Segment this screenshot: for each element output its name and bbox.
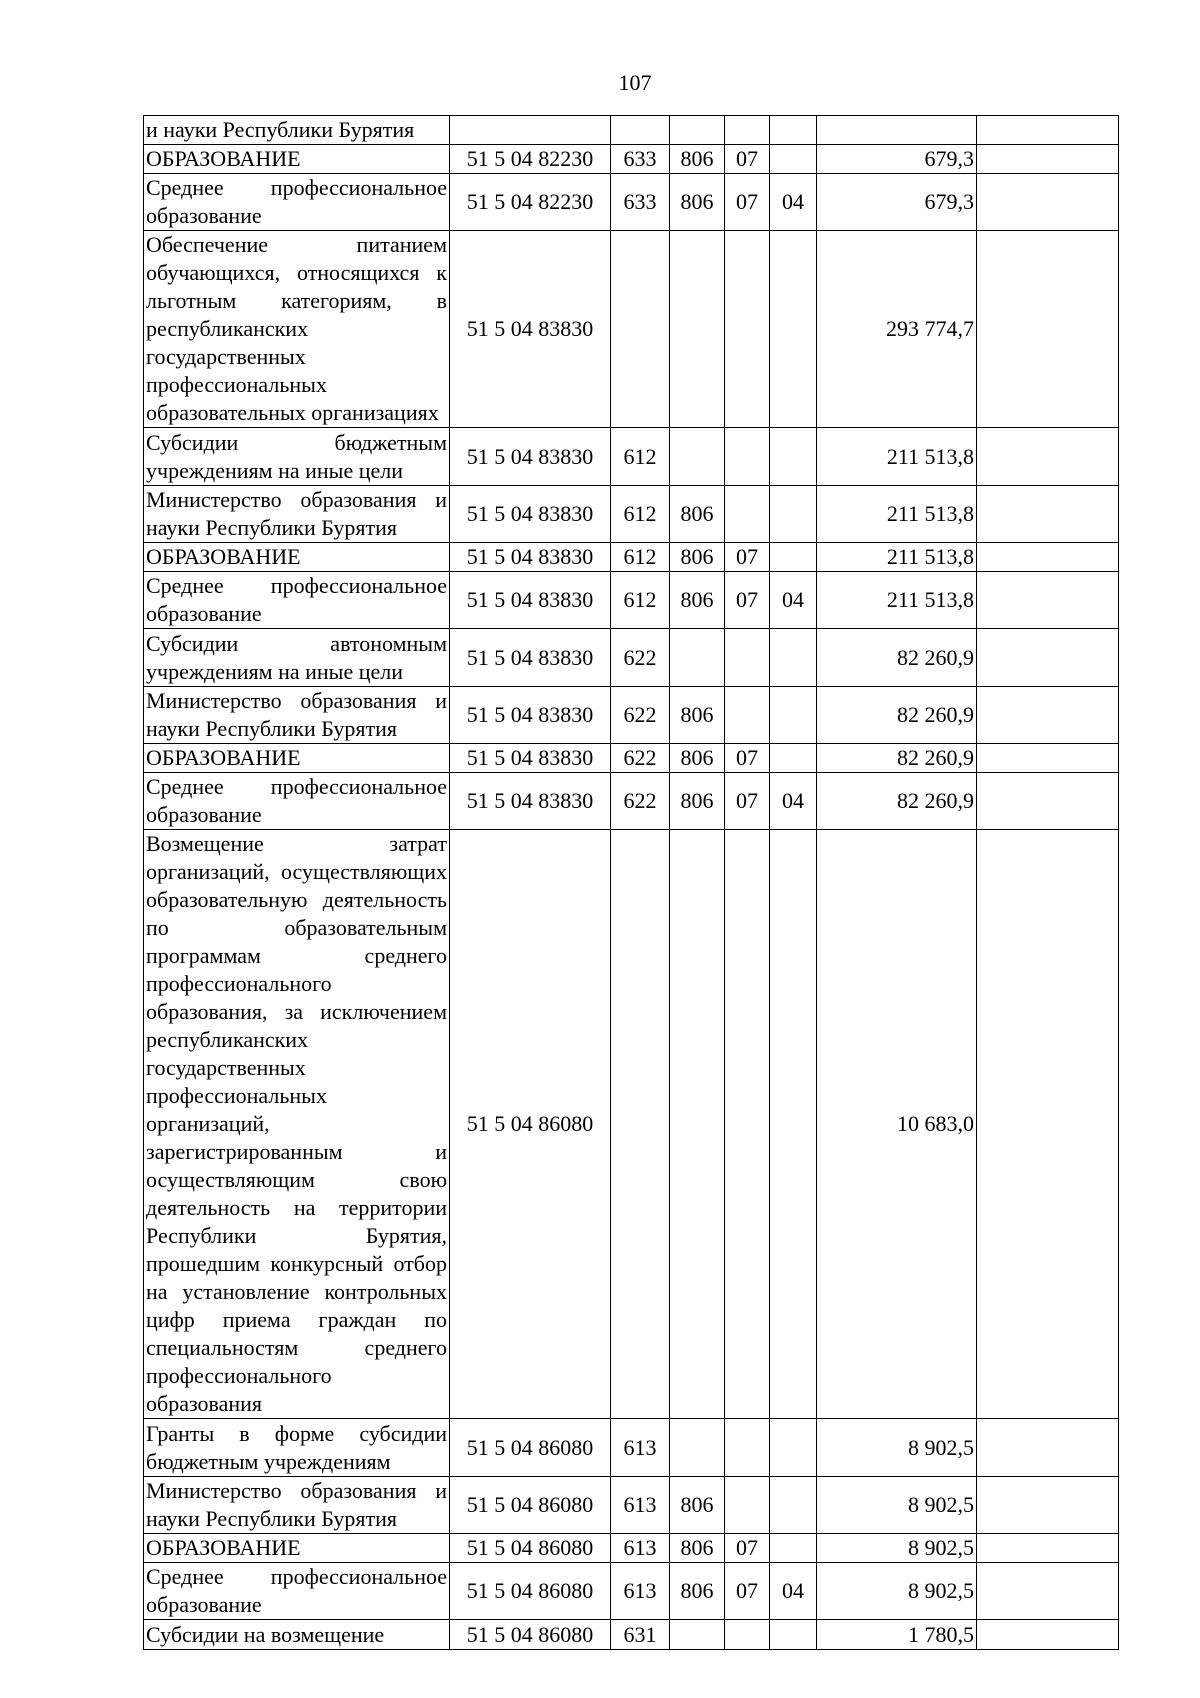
row-ministry-code-cell	[670, 1620, 725, 1650]
row-csr-code-cell: 51 5 04 83830	[450, 428, 611, 486]
row-name-cell: ОБРАЗОВАНИЕ	[144, 543, 450, 572]
row-sum-cell: 82 260,9	[817, 629, 977, 687]
row-extra-cell	[977, 486, 1119, 543]
row-extra-cell	[977, 1620, 1119, 1650]
row-section-cell: 07	[725, 1563, 770, 1620]
row-expense-type-cell: 633	[611, 145, 670, 174]
row-csr-code-cell: 51 5 04 82230	[450, 174, 611, 231]
row-name-cell: ОБРАЗОВАНИЕ	[144, 1534, 450, 1563]
row-sum-cell: 8 902,5	[817, 1563, 977, 1620]
row-csr-code-cell: 51 5 04 83830	[450, 629, 611, 687]
row-name-cell: Субсидии бюджетным учреждениям на иные цели	[144, 428, 450, 486]
row-subsection-cell	[770, 1534, 817, 1563]
row-sum-cell: 8 902,5	[817, 1419, 977, 1477]
row-csr-code-cell: 51 5 04 86080	[450, 1477, 611, 1534]
row-section-cell: 07	[725, 744, 770, 773]
row-expense-type-cell: 612	[611, 428, 670, 486]
row-sum-cell	[817, 116, 977, 145]
row-extra-cell	[977, 629, 1119, 687]
row-name-cell: Возмещение затрат организаций, осуществляющих образовательную деятельность по образовательным программам среднего профессионального образования, за исключением республиканских государственных профессиональных организаций, зарегистрированным и осуществляющим свою деятельность на территории Республики Бурятия, прошедшим конкурсный отбор на установление контрольных цифр приема граждан по специальностям среднего профессионального образования	[144, 830, 450, 1419]
row-expense-type-cell: 633	[611, 174, 670, 231]
page-number: 107	[618, 70, 652, 95]
row-section-cell	[725, 428, 770, 486]
row-csr-code-cell: 51 5 04 83830	[450, 543, 611, 572]
row-expense-type-cell: 613	[611, 1563, 670, 1620]
row-subsection-cell	[770, 1477, 817, 1534]
row-csr-code-cell	[450, 116, 611, 145]
table-row	[144, 687, 1119, 744]
row-ministry-code-cell: 806	[670, 773, 725, 830]
table-row	[144, 486, 1119, 543]
row-sum-cell: 82 260,9	[817, 773, 977, 830]
table-row	[144, 1620, 1119, 1650]
row-csr-code-cell: 51 5 04 86080	[450, 1563, 611, 1620]
row-expense-type-cell	[611, 830, 670, 1419]
table-row	[144, 145, 1119, 174]
row-subsection-cell: 04	[770, 572, 817, 629]
row-csr-code-cell: 51 5 04 83830	[450, 572, 611, 629]
row-ministry-code-cell: 806	[670, 744, 725, 773]
row-subsection-cell	[770, 744, 817, 773]
row-expense-type-cell: 613	[611, 1477, 670, 1534]
row-ministry-code-cell	[670, 428, 725, 486]
row-extra-cell	[977, 830, 1119, 1419]
row-csr-code-cell: 51 5 04 83830	[450, 231, 611, 428]
row-subsection-cell: 04	[770, 174, 817, 231]
row-ministry-code-cell: 806	[670, 687, 725, 744]
table-row	[144, 543, 1119, 572]
row-name-cell: Министерство образования и науки Республики Бурятия	[144, 1477, 450, 1534]
table-row	[144, 629, 1119, 687]
row-expense-type-cell: 622	[611, 773, 670, 830]
row-section-cell	[725, 687, 770, 744]
row-csr-code-cell: 51 5 04 83830	[450, 486, 611, 543]
row-extra-cell	[977, 1477, 1119, 1534]
row-extra-cell	[977, 1419, 1119, 1477]
table-row	[144, 174, 1119, 231]
row-expense-type-cell	[611, 116, 670, 145]
table-row	[144, 116, 1119, 145]
row-name-cell: Министерство образования и науки Республики Бурятия	[144, 486, 450, 543]
row-expense-type-cell: 622	[611, 629, 670, 687]
row-csr-code-cell: 51 5 04 83830	[450, 687, 611, 744]
table-row	[144, 1419, 1119, 1477]
row-expense-type-cell: 622	[611, 687, 670, 744]
row-ministry-code-cell: 806	[670, 486, 725, 543]
row-extra-cell	[977, 1563, 1119, 1620]
row-extra-cell	[977, 428, 1119, 486]
row-sum-cell: 8 902,5	[817, 1534, 977, 1563]
row-subsection-cell	[770, 116, 817, 145]
row-subsection-cell	[770, 543, 817, 572]
row-section-cell	[725, 830, 770, 1419]
row-expense-type-cell: 622	[611, 744, 670, 773]
row-extra-cell	[977, 687, 1119, 744]
row-section-cell	[725, 629, 770, 687]
row-section-cell: 07	[725, 145, 770, 174]
row-name-cell: Среднее профессиональное образование	[144, 572, 450, 629]
row-sum-cell: 82 260,9	[817, 687, 977, 744]
row-section-cell: 07	[725, 773, 770, 830]
row-ministry-code-cell: 806	[670, 1534, 725, 1563]
row-name-cell: Среднее профессиональное образование	[144, 174, 450, 231]
table-row	[144, 744, 1119, 773]
row-csr-code-cell: 51 5 04 86080	[450, 1620, 611, 1650]
table-body	[144, 116, 1119, 1650]
row-expense-type-cell: 612	[611, 572, 670, 629]
row-csr-code-cell: 51 5 04 82230	[450, 145, 611, 174]
row-ministry-code-cell	[670, 629, 725, 687]
table-row	[144, 428, 1119, 486]
table-row	[144, 1563, 1119, 1620]
row-section-cell: 07	[725, 174, 770, 231]
row-sum-cell: 82 260,9	[817, 744, 977, 773]
row-sum-cell: 211 513,8	[817, 486, 977, 543]
row-subsection-cell	[770, 428, 817, 486]
row-extra-cell	[977, 744, 1119, 773]
row-name-cell: Среднее профессиональное образование	[144, 1563, 450, 1620]
row-name-cell: Среднее профессиональное образование	[144, 773, 450, 830]
row-ministry-code-cell: 806	[670, 1477, 725, 1534]
row-sum-cell: 679,3	[817, 145, 977, 174]
row-sum-cell: 293 774,7	[817, 231, 977, 428]
row-section-cell	[725, 1477, 770, 1534]
row-expense-type-cell: 612	[611, 543, 670, 572]
row-csr-code-cell: 51 5 04 83830	[450, 744, 611, 773]
row-name-cell: Обеспечение питанием обучающихся, относящихся к льготным категориям, в республиканских государственных профессиональных образовательных организациях	[144, 231, 450, 428]
row-extra-cell	[977, 231, 1119, 428]
row-ministry-code-cell	[670, 231, 725, 428]
row-ministry-code-cell: 806	[670, 145, 725, 174]
row-section-cell	[725, 116, 770, 145]
row-name-cell: Министерство образования и науки Республики Бурятия	[144, 687, 450, 744]
row-subsection-cell	[770, 231, 817, 428]
row-name-cell: Гранты в форме субсидии бюджетным учреждениям	[144, 1419, 450, 1477]
table-row	[144, 1534, 1119, 1563]
row-subsection-cell	[770, 629, 817, 687]
table-row	[144, 1477, 1119, 1534]
row-sum-cell: 1 780,5	[817, 1620, 977, 1650]
row-subsection-cell	[770, 1419, 817, 1477]
row-section-cell	[725, 486, 770, 543]
row-extra-cell	[977, 572, 1119, 629]
row-ministry-code-cell	[670, 1419, 725, 1477]
row-ministry-code-cell	[670, 116, 725, 145]
budget-table	[143, 115, 1119, 1650]
row-ministry-code-cell	[670, 830, 725, 1419]
row-sum-cell: 679,3	[817, 174, 977, 231]
row-name-cell: Субсидии автономным учреждениям на иные цели	[144, 629, 450, 687]
row-name-cell: ОБРАЗОВАНИЕ	[144, 145, 450, 174]
row-section-cell: 07	[725, 1534, 770, 1563]
row-section-cell	[725, 1620, 770, 1650]
row-subsection-cell	[770, 1620, 817, 1650]
row-expense-type-cell: 613	[611, 1419, 670, 1477]
table-row	[144, 572, 1119, 629]
row-section-cell	[725, 231, 770, 428]
row-expense-type-cell: 613	[611, 1534, 670, 1563]
row-expense-type-cell: 612	[611, 486, 670, 543]
row-subsection-cell: 04	[770, 1563, 817, 1620]
row-csr-code-cell: 51 5 04 86080	[450, 1419, 611, 1477]
row-sum-cell: 211 513,8	[817, 572, 977, 629]
row-extra-cell	[977, 543, 1119, 572]
row-subsection-cell	[770, 687, 817, 744]
row-extra-cell	[977, 116, 1119, 145]
row-ministry-code-cell: 806	[670, 174, 725, 231]
row-section-cell: 07	[725, 572, 770, 629]
row-subsection-cell	[770, 145, 817, 174]
row-ministry-code-cell: 806	[670, 572, 725, 629]
table-row	[144, 231, 1119, 428]
table-row	[144, 830, 1119, 1419]
row-subsection-cell	[770, 830, 817, 1419]
row-name-cell: Субсидии на возмещение	[144, 1620, 450, 1650]
row-csr-code-cell: 51 5 04 83830	[450, 773, 611, 830]
row-sum-cell: 10 683,0	[817, 830, 977, 1419]
row-name-cell: и науки Республики Бурятия	[144, 116, 450, 145]
row-section-cell	[725, 1419, 770, 1477]
row-expense-type-cell: 631	[611, 1620, 670, 1650]
row-extra-cell	[977, 1534, 1119, 1563]
row-section-cell: 07	[725, 543, 770, 572]
row-extra-cell	[977, 174, 1119, 231]
row-expense-type-cell	[611, 231, 670, 428]
row-extra-cell	[977, 773, 1119, 830]
row-subsection-cell	[770, 486, 817, 543]
row-sum-cell: 211 513,8	[817, 543, 977, 572]
row-csr-code-cell: 51 5 04 86080	[450, 1534, 611, 1563]
row-name-cell: ОБРАЗОВАНИЕ	[144, 744, 450, 773]
row-sum-cell: 211 513,8	[817, 428, 977, 486]
row-ministry-code-cell: 806	[670, 543, 725, 572]
row-sum-cell: 8 902,5	[817, 1477, 977, 1534]
row-ministry-code-cell: 806	[670, 1563, 725, 1620]
row-extra-cell	[977, 145, 1119, 174]
table-row	[144, 773, 1119, 830]
row-csr-code-cell: 51 5 04 86080	[450, 830, 611, 1419]
row-subsection-cell: 04	[770, 773, 817, 830]
